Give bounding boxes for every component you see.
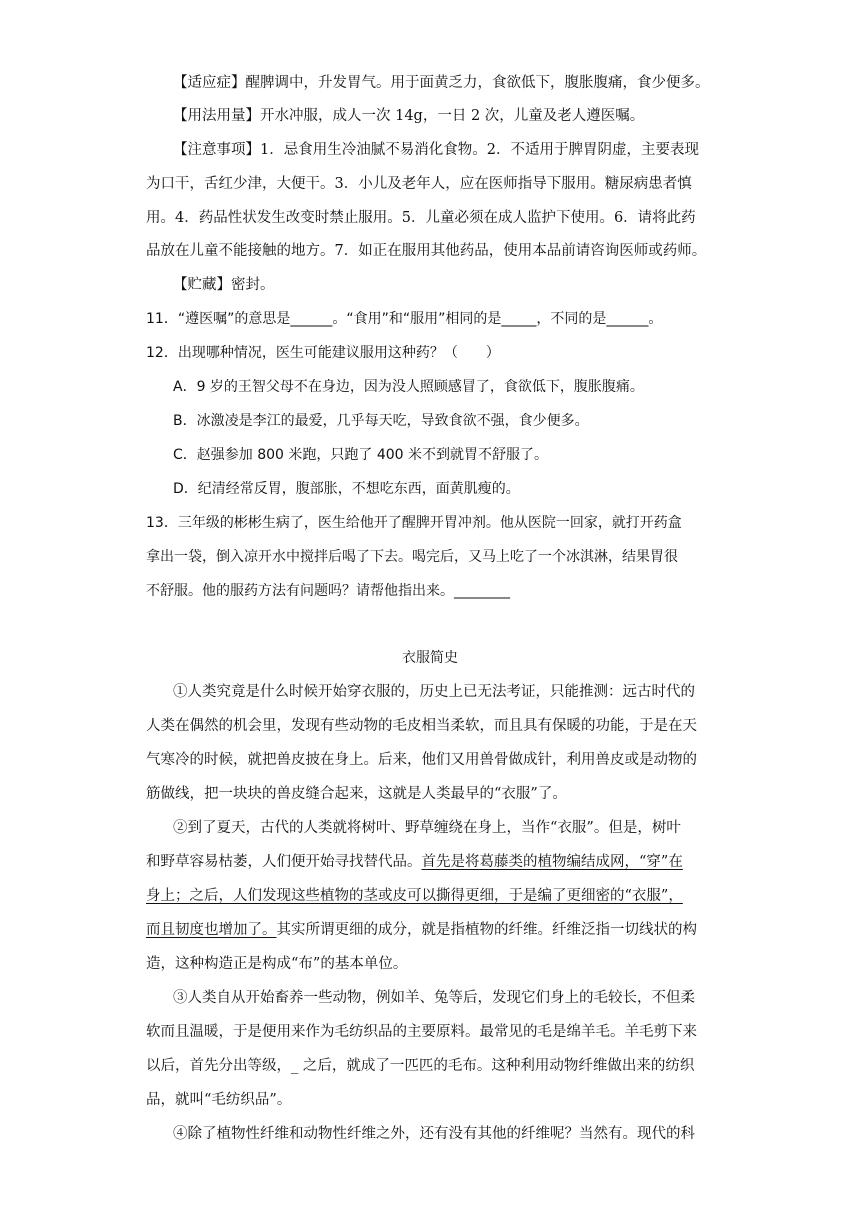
- question-13-line-1: 13．三年级的彬彬生病了，医生给他开了醒脾开胃冲剂。他从医院一回家，就打开药盒: [146, 515, 682, 531]
- question-12: 12．出现哪种情况，医生可能建议服用这种药？（ ）: [146, 345, 500, 361]
- option-d: D．纪清经常反胃，腹部胀，不想吃东西，面黄肌瘦的。: [173, 481, 520, 497]
- question-13-line-3: 不舒服。他的服药方法有问题吗？请帮他指出来。________: [146, 583, 510, 599]
- paragraph-3-line-4: 品，就叫“毛纺织品”。: [146, 1092, 292, 1108]
- underlined-passage: 首先是将葛藤类的植物编结成网，“穿”在: [421, 854, 683, 870]
- option-b: B．冰激凌是李江的最爱，几乎每天吃，导致食欲不强，食少便多。: [173, 413, 589, 429]
- paragraph-2-line-1: ②到了夏天，古代的人类就将树叶、野草缠绕在身上，当作“衣服”。但是，树叶: [173, 820, 681, 836]
- notes-line-3: 用。4．药品性状发生改变时禁止服用。5．儿童必须在成人监护下使用。6．请将此药: [146, 210, 696, 226]
- paragraph-2-plain-text: 和野草容易枯萎，人们便开始寻找替代品。: [146, 854, 422, 870]
- indication-text: 【适应症】醒脾调中，升发胃气。用于面黄乏力，食欲低下，腹胀腹痛，食少便多。: [173, 75, 710, 91]
- notes-line-2: 为口干，舌红少津，大便干。3．小儿及老年人，应在医师指导下服用。糖尿病患者慎: [146, 176, 692, 192]
- paragraph-1-line-4: 筋做线，把一块块的兽皮缝合起来，这就是人类最早的“衣服”了。: [146, 786, 567, 802]
- paragraph-2-line-4: [146, 920, 697, 940]
- underlined-passage: 身上；之后，人们发现这些植物的茎或皮可以撕得更细，于是编了更细密的“衣服”，: [146, 888, 683, 904]
- paragraph-3-line-1: ③人类自从开始畜养一些动物，例如羊、兔等后，发现它们身上的毛较长，不但柔: [173, 990, 695, 1006]
- question-11: 11．“遵医嘱”的意思是______。“食用”和“服用”相同的是_____，不同的是______。: [146, 311, 663, 327]
- paragraph-1-line-1: ①人类究竟是什么时候开始穿衣服的，历史上已无法考证，只能推测：远古时代的: [173, 684, 695, 700]
- underlined-passage: 而且韧度也增加了。: [146, 922, 277, 938]
- storage-text: 【贮藏】密封。: [173, 277, 275, 293]
- paragraph-2-line-2: [146, 852, 683, 872]
- option-c: C．赵强参加 800 米跑，只跑了 400 米不到就胃不舒服了。: [173, 447, 549, 463]
- option-a: A．9 岁的王智父母不在身边，因为没人照顾感冒了，食欲低下，腹胀腹痛。: [173, 379, 644, 395]
- paragraph-2-line-3: [146, 886, 683, 906]
- notes-line-4: 品放在儿童不能接触的地方。7．如正在服用其他药品，使用本品前请咨询医师或药师。: [146, 243, 707, 259]
- question-13-line-2: 拿出一袋，倒入凉开水中搅拌后喝了下去。喝完后，又马上吃了一个冰淇淋，结果胃很: [146, 549, 678, 565]
- paragraph-1-line-3: 气寒冷的时候，就把兽皮披在身上。后来，他们又用兽骨做成针，利用兽皮或是动物的: [146, 752, 697, 768]
- paragraph-4-line-1: ④除了植物性纤维和动物性纤维之外，还有没有其他的纤维呢？当然有。现代的科: [173, 1126, 695, 1142]
- notes-line-1: 【注意事项】1．忌食用生冷油腻不易消化食物。2．不适用于脾胃阴虚，主要表现: [173, 142, 699, 158]
- paragraph-2-plain-text: 其实所谓更细的成分，就是指植物的纤维。纤维泛指一切线状的构: [276, 922, 697, 938]
- dosage-text: 【用法用量】开水冲服，成人一次 14g，一日 2 次，儿童及老人遵医嘱。: [173, 108, 645, 124]
- paragraph-3-line-3: 以后，首先分出等级，_ 之后，就成了一匹匹的毛布。这种利用动物纤维做出来的纺织: [146, 1058, 695, 1074]
- paragraph-1-line-2: 人类在偶然的机会里，发现有些动物的毛皮相当柔软，而且具有保暖的功能，于是在天: [146, 718, 697, 734]
- article-title: 衣服简史: [402, 650, 458, 666]
- paragraph-3-line-2: 软而且温暖，于是便用来作为毛纺织品的主要原料。最常见的毛是绵羊毛。羊毛剪下来: [146, 1024, 697, 1040]
- paragraph-2-line-5: 造，这种构造正是构成“布”的基本单位。: [146, 956, 408, 972]
